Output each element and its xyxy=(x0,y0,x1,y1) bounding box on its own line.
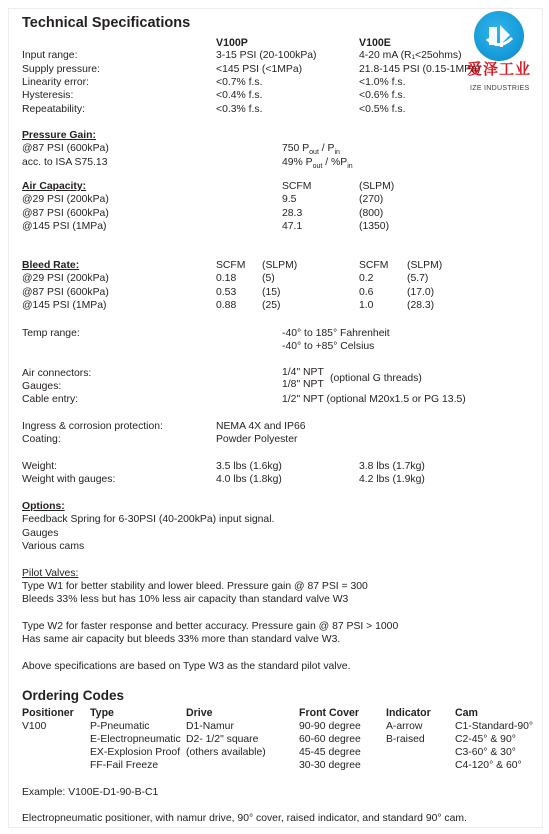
column-header: SCFM xyxy=(359,260,389,271)
pilot-text: Type W1 for better stability and lower bleed. Pressure gain @ 87 PSI = 300 xyxy=(22,581,368,592)
column-header: (SLPM) xyxy=(407,260,443,271)
pressure-gain-label: acc. to ISA S75.13 xyxy=(22,157,108,168)
pressure-gain-value xyxy=(282,142,340,155)
spec-value-v100e: <1.0% f.s. xyxy=(359,77,406,88)
spec-value-v100e: 21.8-145 PSI (0.15-1MPa) xyxy=(359,64,481,75)
spec-value-v100e: 4-20 mA (R₁<25ohms) xyxy=(359,50,462,61)
pressure-gain-value xyxy=(282,156,353,169)
pilot-text: Type W2 for faster response and better accuracy. Pressure gain @ 87 PSI > 1000 xyxy=(22,621,399,632)
cell-value: (270) xyxy=(359,194,384,205)
connector-label: Gauges: xyxy=(22,381,62,392)
column-header: (SLPM) xyxy=(262,260,298,271)
code-cell: 45-45 degree xyxy=(299,747,361,758)
column-header: Positioner xyxy=(22,707,74,719)
column-header: Indicator xyxy=(386,707,431,719)
cell-value: (28.3) xyxy=(407,300,435,311)
connector-label: Cable entry: xyxy=(22,394,79,405)
option-line: Various cams xyxy=(22,541,85,552)
cell-value: 28.3 xyxy=(282,208,303,219)
coating-value: Powder Polyester xyxy=(216,434,298,445)
code-cell: P-Pneumatic xyxy=(90,721,150,732)
code-cell: FF-Fail Freeze xyxy=(90,760,159,771)
code-cell: D1-Namur xyxy=(186,721,234,732)
coating-label: Coating: xyxy=(22,434,61,445)
pressure-gain-value-main: 49% P xyxy=(282,157,313,168)
option-line: Gauges xyxy=(22,528,59,539)
pressure-gain-value-mid: / %P xyxy=(322,157,348,168)
cell-value: 0.18 xyxy=(216,273,237,284)
pilot-text: Has same air capacity but bleeds 33% more than standard valve W3. xyxy=(22,634,341,645)
weight-value-v100p: 3.5 lbs (1.6kg) xyxy=(216,461,282,472)
temp-value: -40° to +85° Celsius xyxy=(282,341,375,352)
connector-value: 1/8" NPT xyxy=(282,379,324,390)
column-header: Cam xyxy=(455,707,478,719)
weight-value-v100p: 4.0 lbs (1.8kg) xyxy=(216,474,282,485)
ordering-example-description: Electropneumatic positioner, with namur drive, 90° cover, raised indicator, and standard 90° cam. xyxy=(22,813,467,824)
section-title: Ordering Codes xyxy=(22,688,125,703)
section-heading: Pilot Valves: xyxy=(22,568,79,579)
cell-value: (25) xyxy=(262,300,281,311)
column-header: (SLPM) xyxy=(359,181,395,192)
pressure-gain-value-mid: / P xyxy=(318,143,335,154)
pressure-gain-value-main: 750 P xyxy=(282,143,310,154)
weight-label: Weight: xyxy=(22,461,58,472)
connector-label: Air connectors: xyxy=(22,368,92,379)
column-header: Front Cover xyxy=(299,707,360,719)
connector-value: 1/2" NPT (optional M20x1.5 or PG 13.5) xyxy=(282,394,466,405)
pressure-gain-sub: in xyxy=(347,163,353,171)
cell-value: (17.0) xyxy=(407,287,435,298)
option-line: Feedback Spring for 6-30PSI (40-200kPa) input signal. xyxy=(22,514,275,525)
cell-value: 0.88 xyxy=(216,300,237,311)
row-label: @145 PSI (1MPa) xyxy=(22,300,107,311)
code-cell: E-Electropneumatic xyxy=(90,734,181,745)
code-cell: 30-30 degree xyxy=(299,760,361,771)
spec-value-v100e: <0.5% f.s. xyxy=(359,104,406,115)
cell-value: 1.0 xyxy=(359,300,374,311)
cell-value: (800) xyxy=(359,208,384,219)
temp-label: Temp range: xyxy=(22,328,80,339)
page-title: Technical Specifications xyxy=(22,15,191,31)
pressure-gain-sub: out xyxy=(312,163,323,171)
row-label: @29 PSI (200kPa) xyxy=(22,273,109,284)
ingress-value: NEMA 4X and IP66 xyxy=(216,421,306,432)
spec-label: Supply pressure: xyxy=(22,64,100,75)
section-heading: Options: xyxy=(22,501,65,512)
spec-value-v100p: <145 PSI (<1MPa) xyxy=(216,64,303,75)
column-header: Type xyxy=(90,707,114,719)
row-label: @29 PSI (200kPa) xyxy=(22,194,109,205)
spec-label: Linearity error: xyxy=(22,77,89,88)
row-label: @87 PSI (600kPa) xyxy=(22,287,109,298)
pilot-text: Bleeds 33% less but has 10% less air capacity than standard valve W3 xyxy=(22,594,349,605)
connector-optional: (optional G threads) xyxy=(330,373,422,384)
logo-chinese-text: 爱泽工业 xyxy=(467,61,532,78)
section-heading: Air Capacity: xyxy=(22,181,87,192)
pressure-gain-label: @87 PSI (600kPa) xyxy=(22,143,109,154)
pressure-gain-sub: out xyxy=(309,149,319,157)
cell-value: (15) xyxy=(262,287,281,298)
cell-value: 0.2 xyxy=(359,273,374,284)
code-cell: 90-90 degree xyxy=(299,721,361,732)
spec-value-v100p: 3-15 PSI (20-100kPa) xyxy=(216,50,317,61)
code-cell: (others available) xyxy=(186,747,266,758)
model-header-v100e: V100E xyxy=(359,37,391,49)
ingress-label: Ingress & corrosion protection: xyxy=(22,421,163,432)
spec-value-v100p: <0.4% f.s. xyxy=(216,90,263,101)
cell-value: (5.7) xyxy=(407,273,429,284)
weight-value-v100e: 4.2 lbs (1.9kg) xyxy=(359,474,425,485)
section-heading: Bleed Rate: xyxy=(22,260,80,271)
ordering-example: Example: V100E-D1-90-B-C1 xyxy=(22,787,159,798)
cell-value: (1350) xyxy=(359,221,390,232)
row-label: @87 PSI (600kPa) xyxy=(22,208,109,219)
code-cell: C3-60° & 30° xyxy=(455,747,516,758)
model-header-v100p: V100P xyxy=(216,37,248,49)
row-label: @145 PSI (1MPa) xyxy=(22,221,107,232)
logo-mark-icon xyxy=(474,11,524,61)
cell-value: (5) xyxy=(262,273,275,284)
spec-value-v100p: <0.7% f.s. xyxy=(216,77,263,88)
spec-label: Input range: xyxy=(22,50,78,61)
temp-value: -40° to 185° Fahrenheit xyxy=(282,328,390,339)
spec-label: Hysteresis: xyxy=(22,90,74,101)
pressure-gain-sub: in xyxy=(334,149,340,157)
code-cell: B-raised xyxy=(386,734,425,745)
spec-value-v100p: <0.3% f.s. xyxy=(216,104,263,115)
code-cell: D2- 1/2" square xyxy=(186,734,259,745)
code-cell: C4-120° & 60° xyxy=(455,760,522,771)
code-cell: EX-Explosion Proof xyxy=(90,747,181,758)
cell-value: 47.1 xyxy=(282,221,303,232)
pilot-note: Above specifications are based on Type W3 as the standard pilot valve. xyxy=(22,661,351,672)
column-header: SCFM xyxy=(282,181,312,192)
weight-value-v100e: 3.8 lbs (1.7kg) xyxy=(359,461,425,472)
code-cell: 60-60 degree xyxy=(299,734,361,745)
section-heading: Pressure Gain: xyxy=(22,130,96,141)
column-header: SCFM xyxy=(216,260,246,271)
spec-label: Repeatability: xyxy=(22,104,85,115)
spec-value-v100e: <0.6% f.s. xyxy=(359,90,406,101)
connector-value: 1/4" NPT xyxy=(282,367,324,378)
code-cell: A-arrow xyxy=(386,721,423,732)
column-header: Drive xyxy=(186,707,213,719)
cell-value: 9.5 xyxy=(282,194,297,205)
logo-english-text: IZE INDUSTRIES xyxy=(470,85,530,92)
code-cell: C1-Standard-90° xyxy=(455,721,534,732)
code-cell: C2-45° & 90° xyxy=(455,734,516,745)
cell-value: 0.53 xyxy=(216,287,237,298)
code-cell: V100 xyxy=(22,721,47,732)
weight-label: Weight with gauges: xyxy=(22,474,116,485)
cell-value: 0.6 xyxy=(359,287,374,298)
